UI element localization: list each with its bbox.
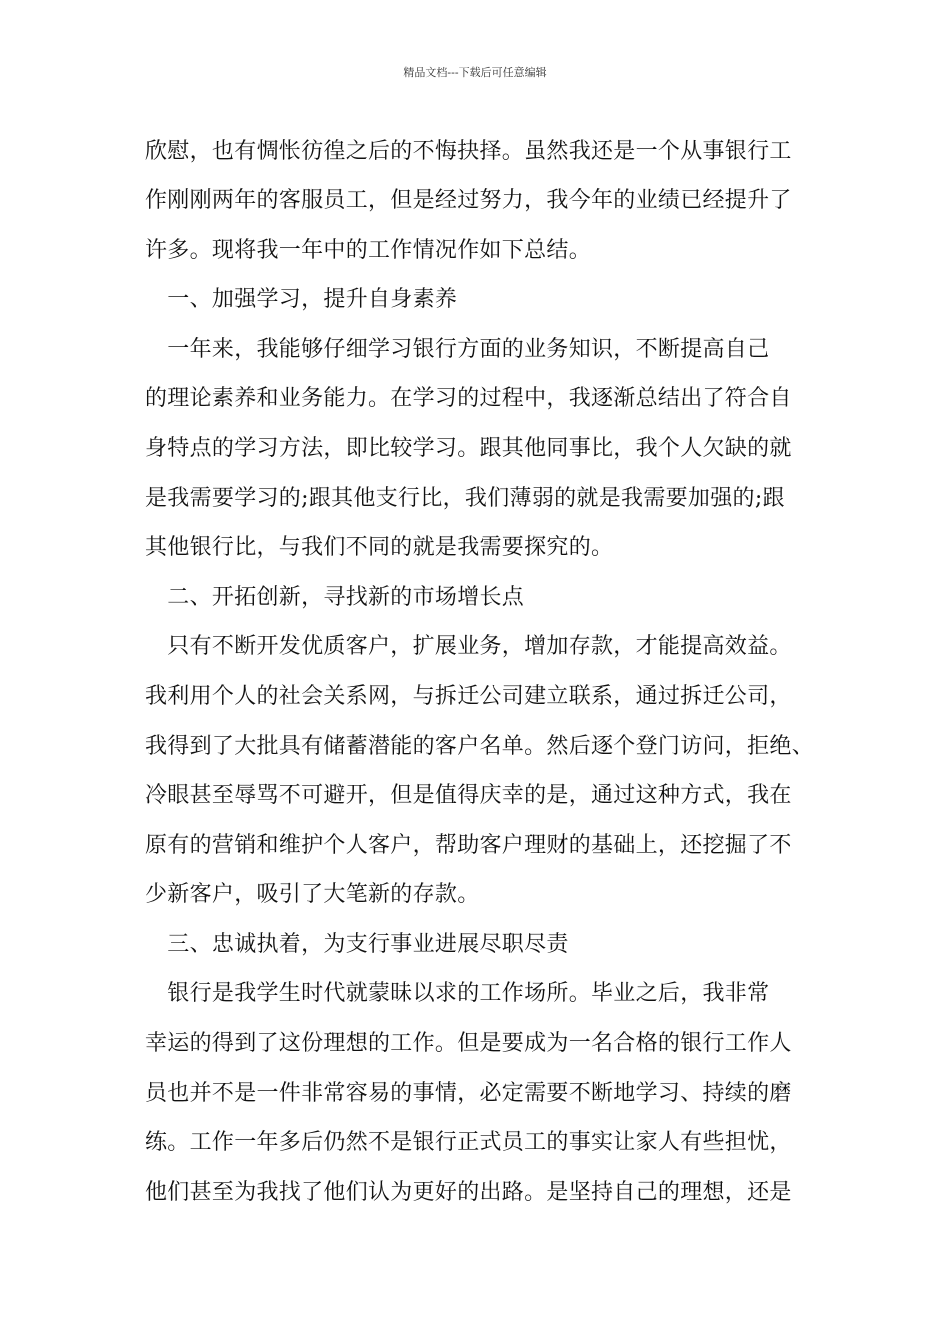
text-line: 欣慰，也有惆怅彷徨之后的不悔抉择。虽然我还是一个从事银行工	[145, 139, 792, 164]
page-header: 精品文档---下载后可任意编辑	[403, 66, 547, 79]
section-heading: 三、忠诚执着，为支行事业进展尽职尽责	[145, 932, 569, 957]
section-heading: 二、开拓创新，寻找新的市场增长点	[145, 585, 525, 610]
section-heading: 一、加强学习，提升自身素养	[145, 287, 458, 312]
text-line: 只有不断开发优质客户，扩展业务，增加存款，才能提高效益。	[145, 634, 792, 659]
text-line: 许多。现将我一年中的工作情况作如下总结。	[145, 238, 592, 263]
text-line: 幸运的得到了这份理想的工作。但是要成为一名合格的银行工作人	[145, 1031, 792, 1056]
text-line: 作刚刚两年的客服员工，但是经过努力，我今年的业绩已经提升了	[145, 188, 792, 213]
text-line: 的理论素养和业务能力。在学习的过程中，我逐渐总结出了符合自	[145, 386, 792, 411]
text-line: 我得到了大批具有储蓄潜能的客户名单。然后逐个登门访问，拒绝、	[145, 734, 815, 759]
text-line: 是我需要学习的;跟其他支行比，我们薄弱的就是我需要加强的;跟	[145, 486, 785, 511]
text-line: 身特点的学习方法，即比较学习。跟其他同事比，我个人欠缺的就	[145, 436, 792, 461]
text-line: 练。工作一年多后仍然不是银行正式员工的事实让家人有些担忧，	[145, 1130, 792, 1155]
text-line: 我利用个人的社会关系网，与拆迁公司建立联系，通过拆迁公司，	[145, 684, 792, 709]
text-line: 其他银行比，与我们不同的就是我需要探究的。	[145, 535, 614, 560]
text-line: 银行是我学生时代就蒙昧以求的工作场所。毕业之后，我非常	[145, 981, 770, 1006]
text-line: 他们甚至为我找了他们认为更好的出路。是坚持自己的理想，还是	[145, 1180, 792, 1205]
text-line: 原有的营销和维护个人客户，帮助客户理财的基础上，还挖掘了不	[145, 833, 792, 858]
text-line: 少新客户，吸引了大笔新的存款。	[145, 882, 480, 907]
text-line: 一年来，我能够仔细学习银行方面的业务知识，不断提高自己	[145, 337, 770, 362]
text-line: 员也并不是一件非常容易的事情，必定需要不断地学习、持续的磨	[145, 1081, 792, 1106]
text-line: 冷眼甚至辱骂不可避开，但是值得庆幸的是，通过这种方式，我在	[145, 783, 792, 808]
